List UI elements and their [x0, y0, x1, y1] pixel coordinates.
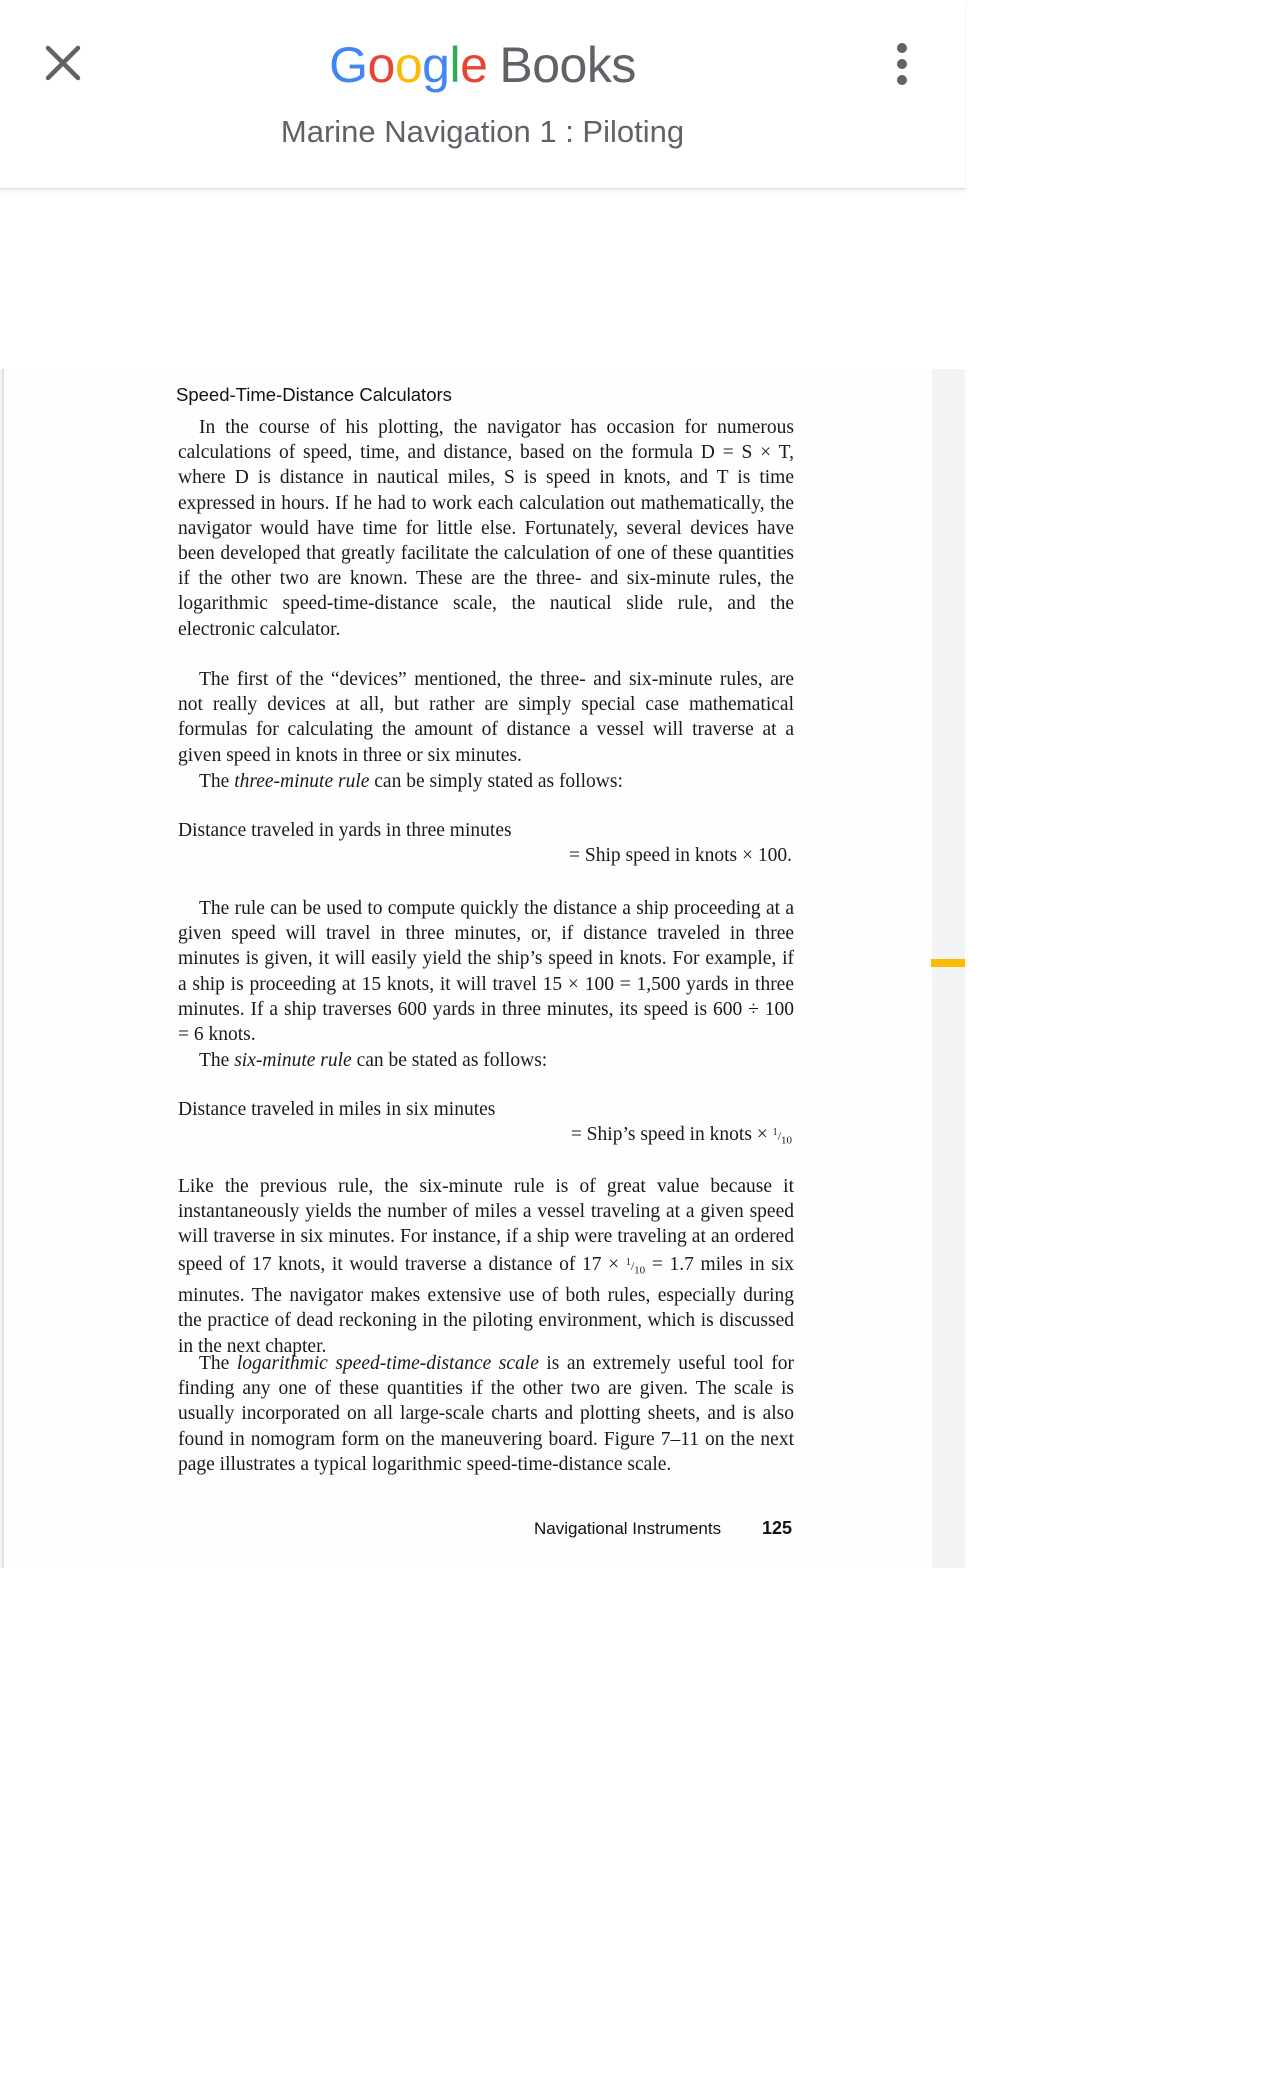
text-run: The — [199, 1353, 237, 1374]
section-heading: Speed-Time-Distance Calculators — [176, 384, 452, 405]
text-run: Like the previous rule, the six-minute rule is of great value because it instantaneously yields the number of miles a vessel traveling at a given speed will traverse in six minutes. For instance, if a ship were traveling at an ordered speed of 17 knots, it would traverse a distance of 17 × — [178, 1176, 794, 1275]
paragraph: The rule can be used to compute quickly the distance a ship proceeding at a given speed will travel in three minutes, or, if distance traveled in three minutes is given, it will easily yield the ship’s speed in knots. For example, if a ship is proceeding at 15 knots, it will travel 15 × 100 = 1,500 yards in three minutes. If a ship traverses 600 yards in three minutes, its speed is 600 ÷ 100 = 6 knots. — [178, 898, 794, 1046]
paragraph — [178, 769, 794, 794]
fraction-den: 10 — [634, 1264, 646, 1276]
running-footer: Navigational Instruments — [534, 1519, 722, 1538]
text-run: = 1.7 miles in six minutes. The navigator makes extensive use of both rules, especially during the practice of dead reckoning in the piloting environment, which is discussed in the next chapter. — [178, 1253, 795, 1357]
fraction-den: 10 — [781, 1134, 792, 1147]
google-books-logo — [0, 36, 965, 94]
emphasis-term: six-minute rule — [234, 1050, 352, 1071]
formula-right: = Ship speed in knots × 100. — [569, 845, 792, 866]
paragraph: The first of the “devices” mentioned, the three- and six-minute rules, are not really devices at all, but rather are simply special case mathematical formulas for calculating the amount of distance a vessel will traverse at a given speed in knots in three or six minutes. — [178, 669, 794, 766]
fraction-num: 1 — [625, 1256, 631, 1268]
fraction: $^1/_{10}$ — [772, 1127, 792, 1147]
paragraph — [178, 1048, 794, 1073]
search-result-bar — [0, 189, 965, 369]
page-number: 125 — [761, 1518, 792, 1538]
book-page — [2, 369, 932, 1568]
app-header — [0, 0, 965, 189]
text-run: The — [199, 1050, 235, 1071]
emphasis-term: three-minute rule — [234, 771, 370, 792]
formula-right — [571, 1124, 792, 1146]
logo-letter: o — [367, 37, 395, 93]
logo-books-text: Books — [499, 37, 636, 93]
text-run: can be stated as follows: — [351, 1050, 548, 1071]
text-run: The — [199, 771, 235, 792]
paragraph — [178, 1351, 794, 1477]
more-options-button[interactable] — [878, 36, 926, 92]
logo-letter: l — [449, 37, 461, 93]
fraction-num: 1 — [772, 1127, 778, 1138]
search-hit-marker[interactable] — [931, 959, 965, 967]
logo-letter: g — [422, 37, 450, 93]
logo-letter: G — [329, 37, 368, 93]
formula-left: Distance traveled in miles in six minutes — [178, 1099, 496, 1120]
logo-letter: o — [394, 37, 423, 93]
page-viewer[interactable] — [0, 369, 965, 1568]
fraction: $^1/_{10}$ — [625, 1256, 646, 1276]
logo-letter: e — [460, 37, 488, 93]
book-title: Marine Navigation 1 : Piloting — [280, 114, 685, 149]
formula-text: = Ship’s speed in knots × — [570, 1124, 768, 1145]
text-run: is an extremely useful tool for finding any one of these quantities if the other two are given. The scale is usually incorporated on all large-scale charts and plotting sheets, and is also found in nomogram form on the maneuvering board. Figure 7–11 on the next page illustrates a typical logarithmic speed-time-distance scale. — [178, 1353, 794, 1475]
formula-left: Distance traveled in yards in three minutes — [178, 820, 512, 841]
paragraph: In the course of his plotting, the navigator has occasion for numerous calculations of speed, time, and distance, based on the formula D = S × T, where D is distance in nautical miles, S is speed in knots, and T is time expressed in hours. If he had to work each calculation out mathematically, the navigator would have time for little else. Fortunately, several devices have been developed that greatly facilitate the calculation of one of these quantities if the other two are known. These are the three- and six-minute rules, the logarithmic speed-time-distance scale, the nautical slide rule, and the electronic calculator. — [178, 417, 794, 640]
emphasis-term: logarithmic speed-time-distance scale — [236, 1353, 539, 1374]
text-run: can be simply stated as follows: — [369, 771, 623, 792]
more-vert-icon — [878, 36, 926, 92]
paragraph — [178, 1174, 794, 1359]
